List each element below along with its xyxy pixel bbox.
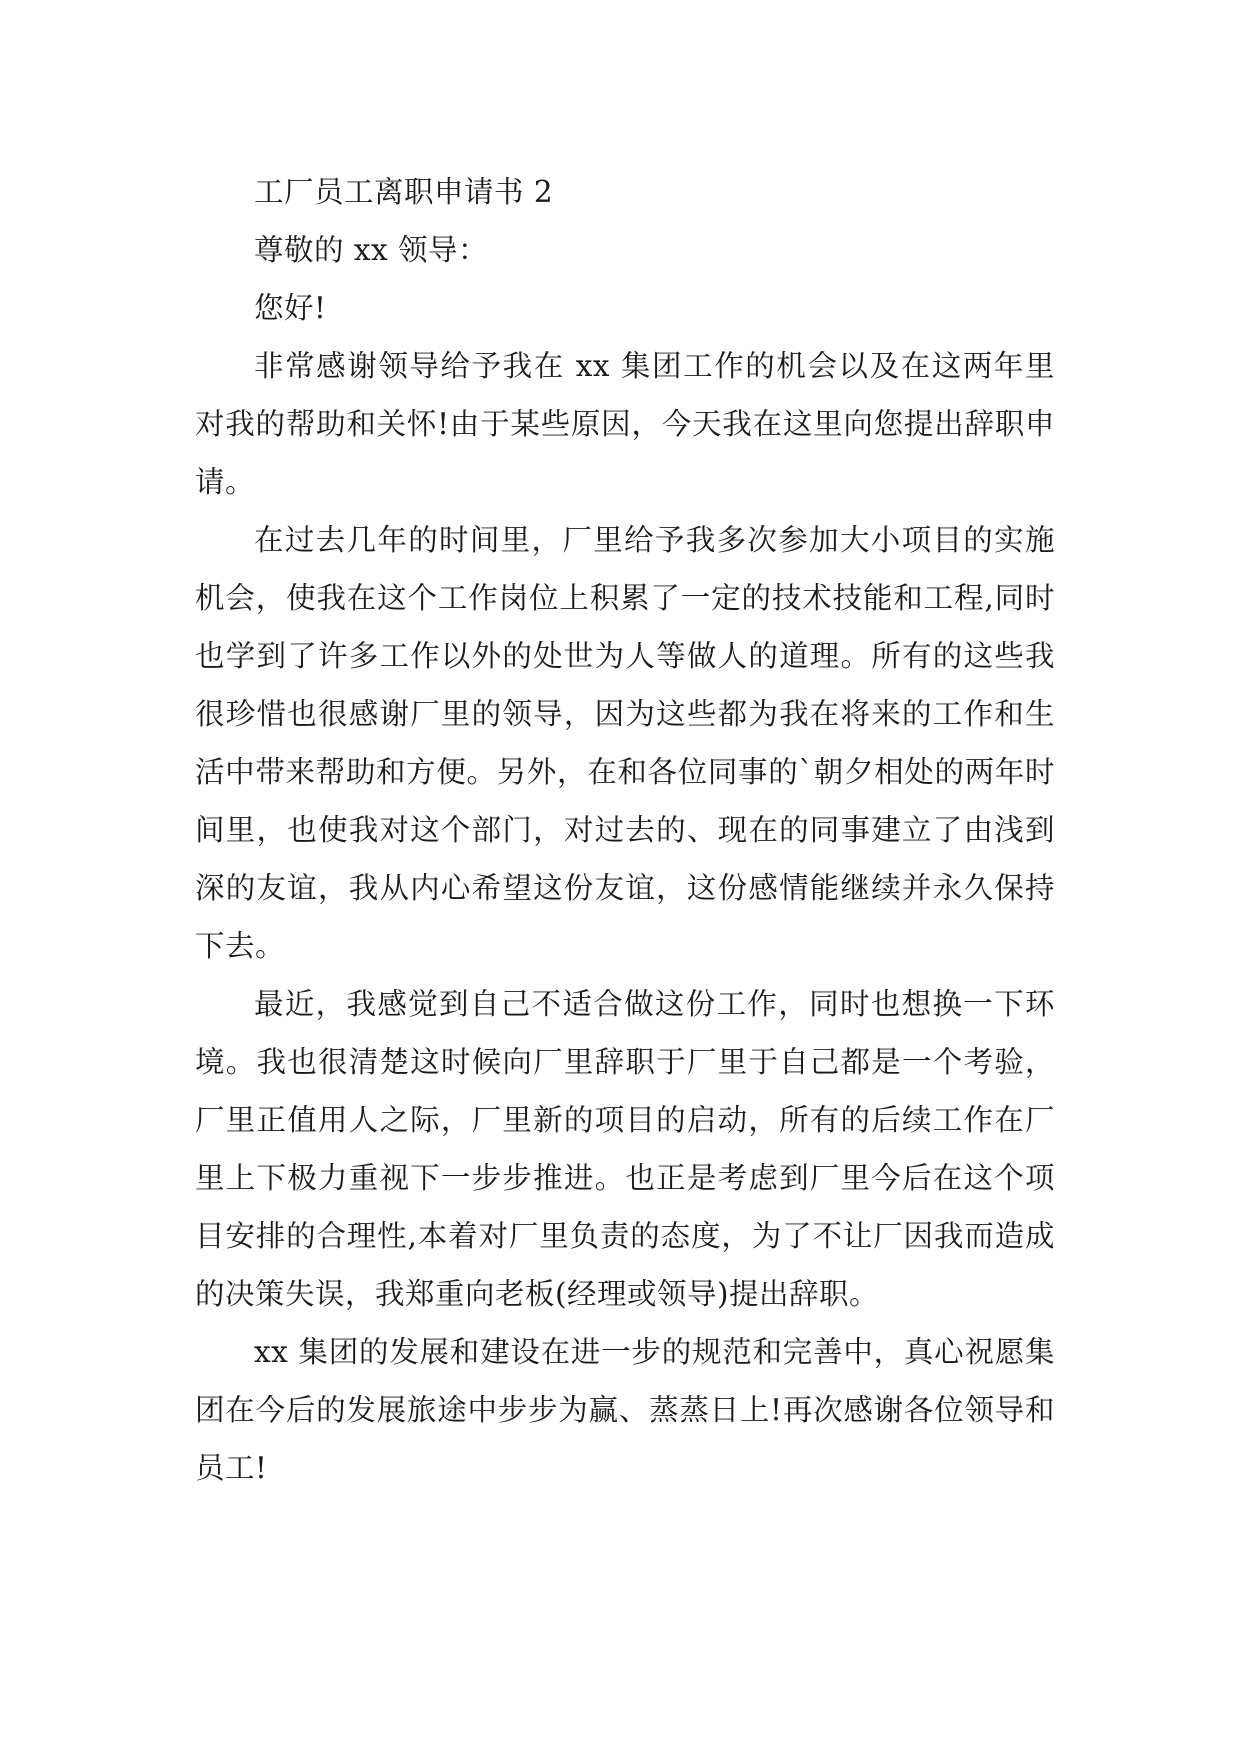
greeting: 您好! bbox=[254, 291, 327, 325]
paragraph: 在过去几年的时间里，厂里给予我多次参加大小项目的实施机会，使我在这个工作岗位上积累了一定的技术技能和工程,同时也学到了许多工作以外的处世为人等做人的道理。所有的这些我很珍惜也很感谢厂里的领导，因为这些都为我在将来的工作和生活中带来帮助和方便。另外，在和各位同事的`朝夕相处的两年时间里，也使我对这个部门，对过去的、现在的同事建立了由浅到深的友谊，我从内心希望这份友谊，这份感情能继续并永久保持下去。 bbox=[195, 523, 1055, 963]
paragraph: 非常感谢领导给予我在 xx 集团工作的机会以及在这两年里对我的帮助和关怀!由于某些原因，今天我在这里向您提出辞职申请。 bbox=[195, 349, 1055, 499]
salutation: 尊敬的 xx 领导： bbox=[254, 233, 489, 267]
document-title: 工厂员工离职申请书 2 bbox=[254, 175, 554, 209]
document-body bbox=[195, 163, 1055, 1497]
paragraph: 最近，我感觉到自己不适合做这份工作，同时也想换一下环境。我也很清楚这时候向厂里辞职于厂里于自己都是一个考验，厂里正值用人之际，厂里新的项目的启动，所有的后续工作在厂里上下极力重视下一步步推进。也正是考虑到厂里今后在这个项目安排的合理性,本着对厂里负责的态度，为了不让厂因我而造成的决策失误，我郑重向老板(经理或领导)提出辞职。 bbox=[195, 987, 1055, 1311]
paragraph: xx 集团的发展和建设在进一步的规范和完善中，真心祝愿集团在今后的发展旅途中步步为赢、蒸蒸日上!再次感谢各位领导和员工! bbox=[195, 1335, 1055, 1485]
